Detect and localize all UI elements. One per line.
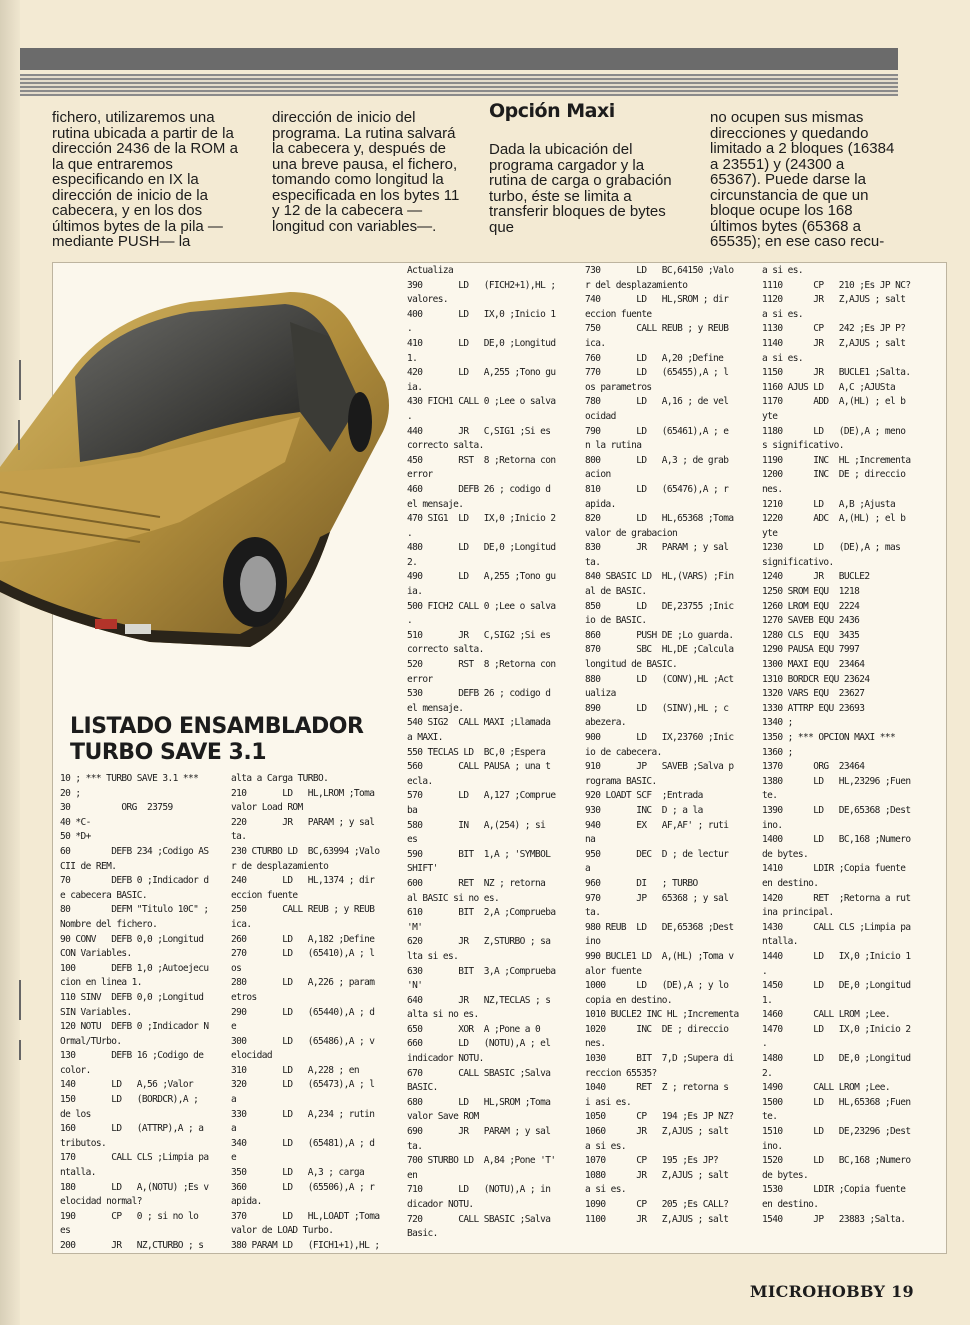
- code-line: 1140 JR Z,AJUS ; salt: [762, 337, 906, 349]
- code-line: 680 LD HL,SROM ;Toma: [407, 1096, 551, 1108]
- code-line: correcto salta.: [407, 440, 484, 452]
- code-line: nes.: [585, 1038, 606, 1050]
- code-line: 130 DEFB 16 ;Codigo de: [60, 1050, 204, 1062]
- code-line: longitud de BASIC.: [585, 659, 678, 671]
- code-line: 1.: [762, 994, 773, 1006]
- intro-column-4: [710, 110, 898, 250]
- code-line: 1130 CP 242 ;Es JP P?: [762, 323, 906, 335]
- code-line: 290 LD (65440),A ; d: [231, 1006, 375, 1018]
- code-line: ecla.: [407, 775, 433, 787]
- code-line: 90 CONV DEFB 0,0 ;Longitud: [60, 933, 204, 945]
- code-line: 1300 MAXI EQU 23464: [762, 659, 865, 671]
- code-line: 1260 LROM EQU 2224: [762, 600, 860, 612]
- code-line: 1370 ORG 23464: [762, 761, 865, 773]
- code-line: ocidad: [585, 410, 616, 422]
- code-line: alta a Carga TURBO.: [231, 773, 329, 784]
- code-line: s significativo.: [762, 440, 844, 452]
- code-line: elocidad normal?: [60, 1196, 142, 1208]
- code-line: etros: [231, 991, 257, 1003]
- code-column-5: [762, 264, 942, 1227]
- code-line: yte: [762, 527, 778, 539]
- code-line: 1500 LD HL,65368 ;Fuen: [762, 1096, 911, 1108]
- code-line: a: [231, 1123, 237, 1135]
- code-line: n la rutina: [585, 440, 642, 452]
- code-line: 530 DEFB 26 ; codigo d: [407, 688, 551, 700]
- code-line: 720 CALL SBASIC ;Salva: [407, 1213, 551, 1225]
- code-line: 70 DEFB 0 ;Indicador d: [60, 875, 209, 887]
- code-line: .: [407, 323, 413, 335]
- code-line: 980 REUB LD DE,65368 ;Dest: [585, 921, 734, 933]
- code-line: 100 DEFB 1,0 ;Autoejecu: [60, 962, 209, 974]
- code-line: abezera.: [585, 717, 626, 729]
- code-line: alta si no es.: [407, 1009, 479, 1021]
- code-line: 1120 JR Z,AJUS ; salt: [762, 294, 906, 306]
- code-line: 900 LD IX,23760 ;Inic: [585, 732, 734, 743]
- code-line: 610 BIT 2,A ;Comprueba: [407, 907, 556, 919]
- code-line: significativo.: [762, 556, 834, 568]
- code-line: a: [585, 863, 591, 875]
- code-line: 1420 RET ;Retorna a rut: [762, 892, 911, 904]
- code-line: r de desplazamiento: [231, 860, 329, 872]
- code-line: 860 PUSH DE ;Lo guarda.: [585, 629, 734, 641]
- code-line: io de cabecera.: [585, 746, 662, 758]
- code-column-1: [60, 772, 230, 1254]
- code-line: a si es.: [585, 1184, 626, 1196]
- code-line: 800 LD A,3 ; de grab: [585, 454, 729, 466]
- code-line: 950 DEC D ; de lectur: [585, 848, 729, 860]
- code-line: 1480 LD DE,0 ;Longitud: [762, 1053, 911, 1065]
- code-line: 850 LD DE,23755 ;Inic: [585, 600, 734, 612]
- code-line: 140 LD A,56 ;Valor: [60, 1079, 194, 1091]
- code-line: tributos.: [60, 1137, 107, 1149]
- code-line: 1090 CP 205 ;Es CALL?: [585, 1199, 729, 1210]
- code-line: 370 LD HL,LOADT ;Toma: [231, 1210, 380, 1222]
- code-line: 910 JP SAVEB ;Salva p: [585, 761, 734, 773]
- code-line: 440 JR C,SIG1 ;Si es: [407, 425, 551, 437]
- code-line: 640 JR NZ,TECLAS ; s: [407, 994, 551, 1006]
- code-line: 630 BIT 3,A ;Comprueba: [407, 965, 556, 977]
- code-line: ina principal.: [762, 907, 834, 919]
- header-band: [20, 48, 898, 70]
- code-line: el mensaje.: [407, 498, 464, 510]
- code-line: 1490 CALL LROM ;Lee.: [762, 1082, 890, 1094]
- intro-text-4: no ocupen sus mismas direcciones y quedando limitado a 2 bloques (16384 a 23551) y (24300 a 65367). Puede darse la circunstancia de que un bloque ocupe los 168 últimos bytes (65368 a 65535); en ese caso recu-: [710, 109, 895, 250]
- code-line: apida.: [231, 1196, 262, 1208]
- code-line: os parametros: [585, 381, 652, 393]
- code-line: acion: [585, 469, 611, 481]
- code-line: 330 LD A,234 ; rutin: [231, 1108, 375, 1120]
- code-line: 1240 JR BUCLE2: [762, 571, 870, 583]
- code-line: es: [60, 1225, 71, 1237]
- code-line: 2.: [762, 1067, 773, 1079]
- code-line: 620 JR Z,STURBO ; sa: [407, 936, 551, 948]
- code-line: Ormal/TUrbo.: [60, 1035, 122, 1047]
- code-line: ualiza: [585, 688, 616, 700]
- code-line: io de BASIC.: [585, 615, 647, 627]
- code-line: Basic.: [407, 1228, 438, 1240]
- code-line: de bytes.: [762, 1169, 809, 1181]
- code-line: 1050 CP 194 ;Es JP NZ?: [585, 1111, 734, 1123]
- code-line: 1290 PAUSA EQU 7997: [762, 644, 860, 656]
- code-line: alor fuente: [585, 965, 642, 977]
- code-line: color.: [60, 1064, 91, 1076]
- code-line: ia.: [407, 586, 423, 598]
- code-line: ia.: [407, 381, 423, 393]
- code-line: al BASIC si no es.: [407, 892, 500, 904]
- code-line: ntalla.: [762, 936, 798, 948]
- code-line: 1230 LD (DE),A ; mas: [762, 542, 901, 554]
- code-line: e cabecera BASIC.: [60, 889, 148, 901]
- magazine-name: MICROHOBBY: [749, 1282, 886, 1301]
- listing-title: [70, 714, 363, 766]
- code-line: indicador NOTU.: [407, 1053, 484, 1065]
- car-illustration: [0, 262, 400, 682]
- code-line: valor Save ROM: [407, 1111, 479, 1123]
- code-line: en destino.: [762, 1199, 819, 1210]
- code-line: 1510 LD DE,23296 ;Dest: [762, 1126, 911, 1138]
- code-line: 1180 LD (DE),A ; meno: [762, 425, 906, 437]
- code-line: 160 LD (ATTRP),A ; a: [60, 1123, 204, 1135]
- code-line: 380 PARAM LD (FICH1+1),HL ;: [231, 1240, 380, 1251]
- code-line: apida.: [585, 498, 616, 510]
- code-line: ino: [585, 936, 601, 948]
- code-line: 280 LD A,226 ; param: [231, 977, 375, 989]
- code-line: 1530 LDIR ;Copia fuente: [762, 1184, 906, 1196]
- code-line: 410 LD DE,0 ;Longitud: [407, 337, 556, 349]
- code-line: correcto salta.: [407, 644, 484, 656]
- intro-column-1: [52, 110, 240, 250]
- code-column-4: [585, 264, 757, 1227]
- code-line: valor Load ROM: [231, 802, 303, 814]
- code-line: 260 LD A,182 ;Define: [231, 933, 375, 945]
- code-line: 820 LD HL,65368 ;Toma: [585, 513, 734, 525]
- code-line: 940 EX AF,AF' ; ruti: [585, 819, 729, 831]
- code-line: 150 LD (BORDCR),A ;: [60, 1094, 199, 1106]
- code-line: 810 LD (65476),A ; r: [585, 483, 729, 495]
- code-line: 300 LD (65486),A ; v: [231, 1035, 375, 1047]
- code-line: 920 LOADT SCF ;Entrada: [585, 790, 703, 802]
- code-line: 1520 LD BC,168 ;Numero: [762, 1155, 911, 1167]
- listing-title-line-1: LISTADO ENSAMBLADOR: [70, 714, 364, 739]
- code-line: 580 IN A,(254) ; si: [407, 819, 546, 831]
- code-line: 830 JR PARAM ; y sal: [585, 542, 729, 554]
- code-line: Actualiza: [407, 265, 454, 276]
- code-line: .: [762, 965, 768, 977]
- code-line: 50 *D+: [60, 831, 91, 843]
- code-line: a MAXI.: [407, 732, 443, 743]
- code-line: 550 TECLAS LD BC,0 ;Espera: [407, 746, 546, 758]
- code-line: 1440 LD IX,0 ;Inicio 1: [762, 950, 911, 962]
- code-line: 1200 INC DE ; direccio: [762, 469, 906, 481]
- code-line: 790 LD (65461),A ; e: [585, 425, 729, 437]
- code-line: valor de LOAD Turbo.: [231, 1225, 334, 1237]
- code-line: 250 CALL REUB ; y REUB: [231, 904, 375, 916]
- code-line: 660 LD (NOTU),A ; el: [407, 1038, 551, 1050]
- code-line: 400 LD IX,0 ;Inicio 1: [407, 308, 556, 320]
- code-line: 520 RST 8 ;Retorna con: [407, 659, 556, 671]
- code-line: eccion fuente: [231, 889, 298, 901]
- code-line: eccion fuente: [585, 308, 652, 320]
- code-line: 1450 LD DE,0 ;Longitud: [762, 980, 911, 992]
- code-line: 1020 INC DE ; direccio: [585, 1023, 729, 1035]
- code-line: 190 CP 0 ; si no lo: [60, 1210, 199, 1222]
- code-line: 240 LD HL,1374 ; dir: [231, 875, 375, 887]
- code-line: SHIFT': [407, 863, 438, 875]
- code-line: dicador NOTU.: [407, 1199, 474, 1210]
- code-line: 360 LD (65506),A ; r: [231, 1181, 375, 1193]
- code-line: Nombre del fichero.: [60, 918, 158, 930]
- code-line: 110 SINV DEFB 0,0 ;Longitud: [60, 991, 204, 1003]
- code-line: ta.: [407, 1140, 423, 1152]
- code-line: valor de grabacion: [585, 527, 678, 539]
- code-line: 1110 CP 210 ;Es JP NC?: [762, 279, 911, 291]
- code-line: os: [231, 962, 242, 974]
- code-line: 1540 JP 23883 ;Salta.: [762, 1213, 906, 1225]
- code-line: .: [762, 1038, 768, 1050]
- code-line: r del desplazamiento: [585, 279, 688, 291]
- page-number: 19: [891, 1282, 914, 1301]
- code-line: 1030 BIT 7,D ;Supera di: [585, 1053, 734, 1065]
- code-line: 350 LD A,3 ; carga: [231, 1167, 365, 1179]
- code-line: 1470 LD IX,0 ;Inicio 2: [762, 1023, 911, 1035]
- code-line: e: [231, 1152, 237, 1164]
- code-line: 670 CALL SBASIC ;Salva: [407, 1067, 551, 1079]
- code-line: 120 NOTU DEFB 0 ;Indicador N: [60, 1021, 209, 1033]
- code-line: 1270 SAVEB EQU 2436: [762, 615, 860, 627]
- code-line: 930 INC D ; a la: [585, 804, 703, 816]
- code-line: 870 SBC HL,DE ;Calcula: [585, 644, 734, 656]
- code-line: 780 LD A,16 ; de vel: [585, 396, 729, 408]
- code-line: 'N': [407, 980, 423, 992]
- code-line: 40 *C-: [60, 816, 91, 828]
- code-line: CII de REM.: [60, 860, 117, 872]
- code-line: rograma BASIC.: [585, 775, 657, 787]
- code-line: 420 LD A,255 ;Tono gu: [407, 367, 556, 379]
- code-line: 1060 JR Z,AJUS ; salt: [585, 1126, 729, 1138]
- code-line: 1280 CLS EQU 3435: [762, 629, 860, 641]
- code-line: nes.: [762, 483, 783, 495]
- code-line: es: [407, 834, 418, 846]
- intro-text-3: Dada la ubicación del programa cargador y la rutina de carga o grabación turbo, éste se limita a transferir bloques de bytes que: [489, 141, 672, 236]
- binding-marks: [16, 360, 24, 1060]
- code-line: CON Variables.: [60, 948, 132, 960]
- code-line: 970 JP 65368 ; y sal: [585, 892, 729, 904]
- code-line: SIN Variables.: [60, 1006, 132, 1018]
- code-line: 690 JR PARAM ; y sal: [407, 1126, 551, 1138]
- code-line: 1360 ;: [762, 746, 793, 758]
- code-line: lta si es.: [407, 950, 459, 962]
- code-line: 890 LD (SINV),HL ; c: [585, 702, 729, 714]
- code-line: 1190 INC HL ;Incrementa: [762, 454, 911, 466]
- code-line: 430 FICH1 CALL 0 ;Lee o salva: [407, 396, 556, 408]
- code-line: 460 DEFB 26 ; codigo d: [407, 483, 551, 495]
- code-line: 960 DI ; TURBO: [585, 877, 698, 889]
- code-line: 990 BUCLE1 LD A,(HL) ;Toma v: [585, 950, 734, 962]
- code-line: cion en linea 1.: [60, 977, 142, 989]
- code-line: 220 JR PARAM ; y sal: [231, 816, 375, 828]
- code-line: 450 RST 8 ;Retorna con: [407, 454, 556, 466]
- code-line: 1410 LDIR ;Copia fuente: [762, 863, 906, 875]
- code-line: 1070 CP 195 ;Es JP?: [585, 1155, 719, 1167]
- code-column-2: [231, 772, 403, 1254]
- code-line: 1310 BORDCR EQU 23624: [762, 673, 870, 685]
- code-line: ta.: [585, 556, 601, 568]
- code-line: 200 JR NZ,CTURBO ; s: [60, 1240, 204, 1251]
- code-line: 1.: [407, 352, 418, 364]
- code-line: 10 ; *** TURBO SAVE 3.1 ***: [60, 773, 199, 784]
- code-line: 510 JR C,SIG2 ;Si es: [407, 629, 551, 641]
- code-line: a: [231, 1094, 237, 1106]
- code-line: 570 LD A,127 ;Comprue: [407, 790, 556, 802]
- code-line: ta.: [231, 831, 247, 843]
- code-line: en: [407, 1169, 418, 1181]
- code-line: 1320 VARS EQU 23627: [762, 688, 865, 700]
- code-line: 230 CTURBO LD BC,63994 ;Valo: [231, 845, 380, 857]
- intro-text-1: fichero, utilizaremos una rutina ubicada a partir de la dirección 2436 de la ROM a la que entraremos especificando en IX la dirección de inicio de la cabecera, y en los dos últimos bytes de la pila —mediante PUSH— la: [52, 109, 238, 250]
- code-column-3: [407, 264, 582, 1242]
- code-line: 60 DEFB 234 ;Codigo AS: [60, 845, 209, 857]
- code-line: 1220 ADC A,(HL) ; el b: [762, 513, 906, 525]
- code-line: 1010 BUCLE2 INC HL ;Incrementa: [585, 1009, 739, 1021]
- code-line: 1000 LD (DE),A ; y lo: [585, 980, 729, 992]
- code-line: 20 ;: [60, 787, 81, 799]
- code-line: 'M': [407, 921, 423, 933]
- intro-column-2: [272, 110, 460, 234]
- code-line: 1100 JR Z,AJUS ; salt: [585, 1213, 729, 1225]
- code-line: ica.: [231, 918, 252, 930]
- code-line: 500 FICH2 CALL 0 ;Lee o salva: [407, 600, 556, 612]
- page-footer: [750, 1282, 914, 1301]
- code-line: 700 STURBO LD A,84 ;Pone 'T': [407, 1155, 556, 1167]
- code-line: 480 LD DE,0 ;Longitud: [407, 542, 556, 554]
- code-line: 840 SBASIC LD HL,(VARS) ;Fin: [585, 571, 734, 583]
- code-line: ta.: [585, 907, 601, 919]
- code-line: 540 SIG2 CALL MAXI ;Llamada: [407, 717, 551, 729]
- code-line: .: [407, 410, 413, 422]
- code-line: 1350 ; *** OPCION MAXI ***: [762, 732, 896, 743]
- code-line: 1330 ATTRP EQU 23693: [762, 702, 865, 714]
- code-line: elocidad: [231, 1050, 272, 1062]
- code-line: valores.: [407, 294, 448, 306]
- code-line: de los: [60, 1108, 91, 1120]
- code-line: ba: [407, 804, 418, 816]
- code-line: 80 DEFM "Titulo 10C" ;: [60, 904, 209, 916]
- code-line: .: [407, 615, 413, 627]
- code-line: 180 LD A,(NOTU) ;Es v: [60, 1181, 209, 1193]
- code-line: 710 LD (NOTU),A ; in: [407, 1184, 551, 1196]
- code-line: ino.: [762, 1140, 783, 1152]
- code-line: ica.: [585, 337, 606, 349]
- code-line: na: [585, 834, 596, 846]
- code-line: .: [407, 527, 413, 539]
- code-line: a si es.: [762, 265, 803, 276]
- code-line: 1150 JR BUCLE1 ;Salta.: [762, 367, 911, 379]
- code-line: 390 LD (FICH2+1),HL ;: [407, 279, 556, 291]
- code-line: a si es.: [762, 352, 803, 364]
- code-line: 1430 CALL CLS ;Limpia pa: [762, 921, 911, 933]
- code-line: BASIC.: [407, 1082, 438, 1094]
- code-line: 730 LD BC,64150 ;Valo: [585, 265, 734, 276]
- code-line: e: [231, 1021, 237, 1033]
- code-line: 320 LD (65473),A ; l: [231, 1079, 375, 1091]
- code-line: 2.: [407, 556, 418, 568]
- code-line: 1390 LD DE,65368 ;Dest: [762, 804, 911, 816]
- code-line: 1210 LD A,B ;Ajusta: [762, 498, 896, 510]
- code-line: 490 LD A,255 ;Tono gu: [407, 571, 556, 583]
- code-line: 1460 CALL LROM ;Lee.: [762, 1009, 890, 1021]
- code-line: yte: [762, 410, 778, 422]
- intro-column-3: [489, 100, 677, 236]
- code-line: 270 LD (65410),A ; l: [231, 948, 375, 960]
- code-line: a si es.: [585, 1140, 626, 1152]
- code-line: 170 CALL CLS ;Limpia pa: [60, 1152, 209, 1164]
- code-line: 1250 SROM EQU 1218: [762, 586, 860, 598]
- code-line: i asi es.: [585, 1096, 632, 1108]
- code-line: te.: [762, 1111, 778, 1123]
- intro-text-2: dirección de inicio del programa. La rutina salvará la cabecera y, después de una breve pausa, el fichero, tomando como longitud la especificada en los bytes 11 y 12 de la cabecera —longitud con variables—.: [272, 109, 460, 235]
- code-line: 880 LD (CONV),HL ;Act: [585, 673, 734, 685]
- code-line: el mensaje.: [407, 702, 464, 714]
- code-line: 1170 ADD A,(HL) ; el b: [762, 396, 906, 408]
- code-line: 310 LD A,228 ; en: [231, 1064, 359, 1076]
- section-heading: Opción Maxi: [489, 100, 615, 122]
- code-line: error: [407, 469, 433, 481]
- code-line: 1400 LD BC,168 ;Numero: [762, 834, 911, 846]
- code-line: reccion 65535?: [585, 1067, 657, 1079]
- code-line: a si es.: [762, 308, 803, 320]
- code-line: 560 CALL PAUSA ; una t: [407, 761, 551, 773]
- code-line: en destino.: [762, 877, 819, 889]
- header-stripes: [20, 74, 898, 96]
- code-line: 750 CALL REUB ; y REUB: [585, 323, 729, 335]
- code-line: 650 XOR A ;Pone a 0: [407, 1023, 541, 1035]
- code-line: ntalla.: [60, 1167, 96, 1179]
- code-line: error: [407, 673, 433, 685]
- code-line: ino.: [762, 819, 783, 831]
- code-line: te.: [762, 790, 778, 802]
- code-line: 770 LD (65455),A ; l: [585, 367, 729, 379]
- code-line: 600 RET NZ ; retorna: [407, 877, 546, 889]
- code-line: 30 ORG 23759: [60, 802, 173, 814]
- listing-title-line-2: TURBO SAVE 3.1: [70, 740, 267, 765]
- code-line: 760 LD A,20 ;Define: [585, 352, 724, 364]
- code-line: 740 LD HL,SROM ; dir: [585, 294, 729, 306]
- code-line: 470 SIG1 LD IX,0 ;Inicio 2: [407, 513, 556, 525]
- code-line: 210 LD HL,LROM ;Toma: [231, 787, 375, 799]
- code-line: 1340 ;: [762, 717, 793, 729]
- code-line: 1160 AJUS LD A,C ;AJUSta: [762, 381, 896, 393]
- code-line: 340 LD (65481),A ; d: [231, 1137, 375, 1149]
- code-line: 1040 RET Z ; retorna s: [585, 1082, 729, 1094]
- code-line: copia en destino.: [585, 994, 673, 1006]
- code-line: de bytes.: [762, 848, 809, 860]
- code-line: 1380 LD HL,23296 ;Fuen: [762, 775, 911, 787]
- code-line: 1080 JR Z,AJUS ; salt: [585, 1169, 729, 1181]
- code-line: al de BASIC.: [585, 586, 647, 598]
- code-line: 590 BIT 1,A ; 'SYMBOL: [407, 848, 551, 860]
